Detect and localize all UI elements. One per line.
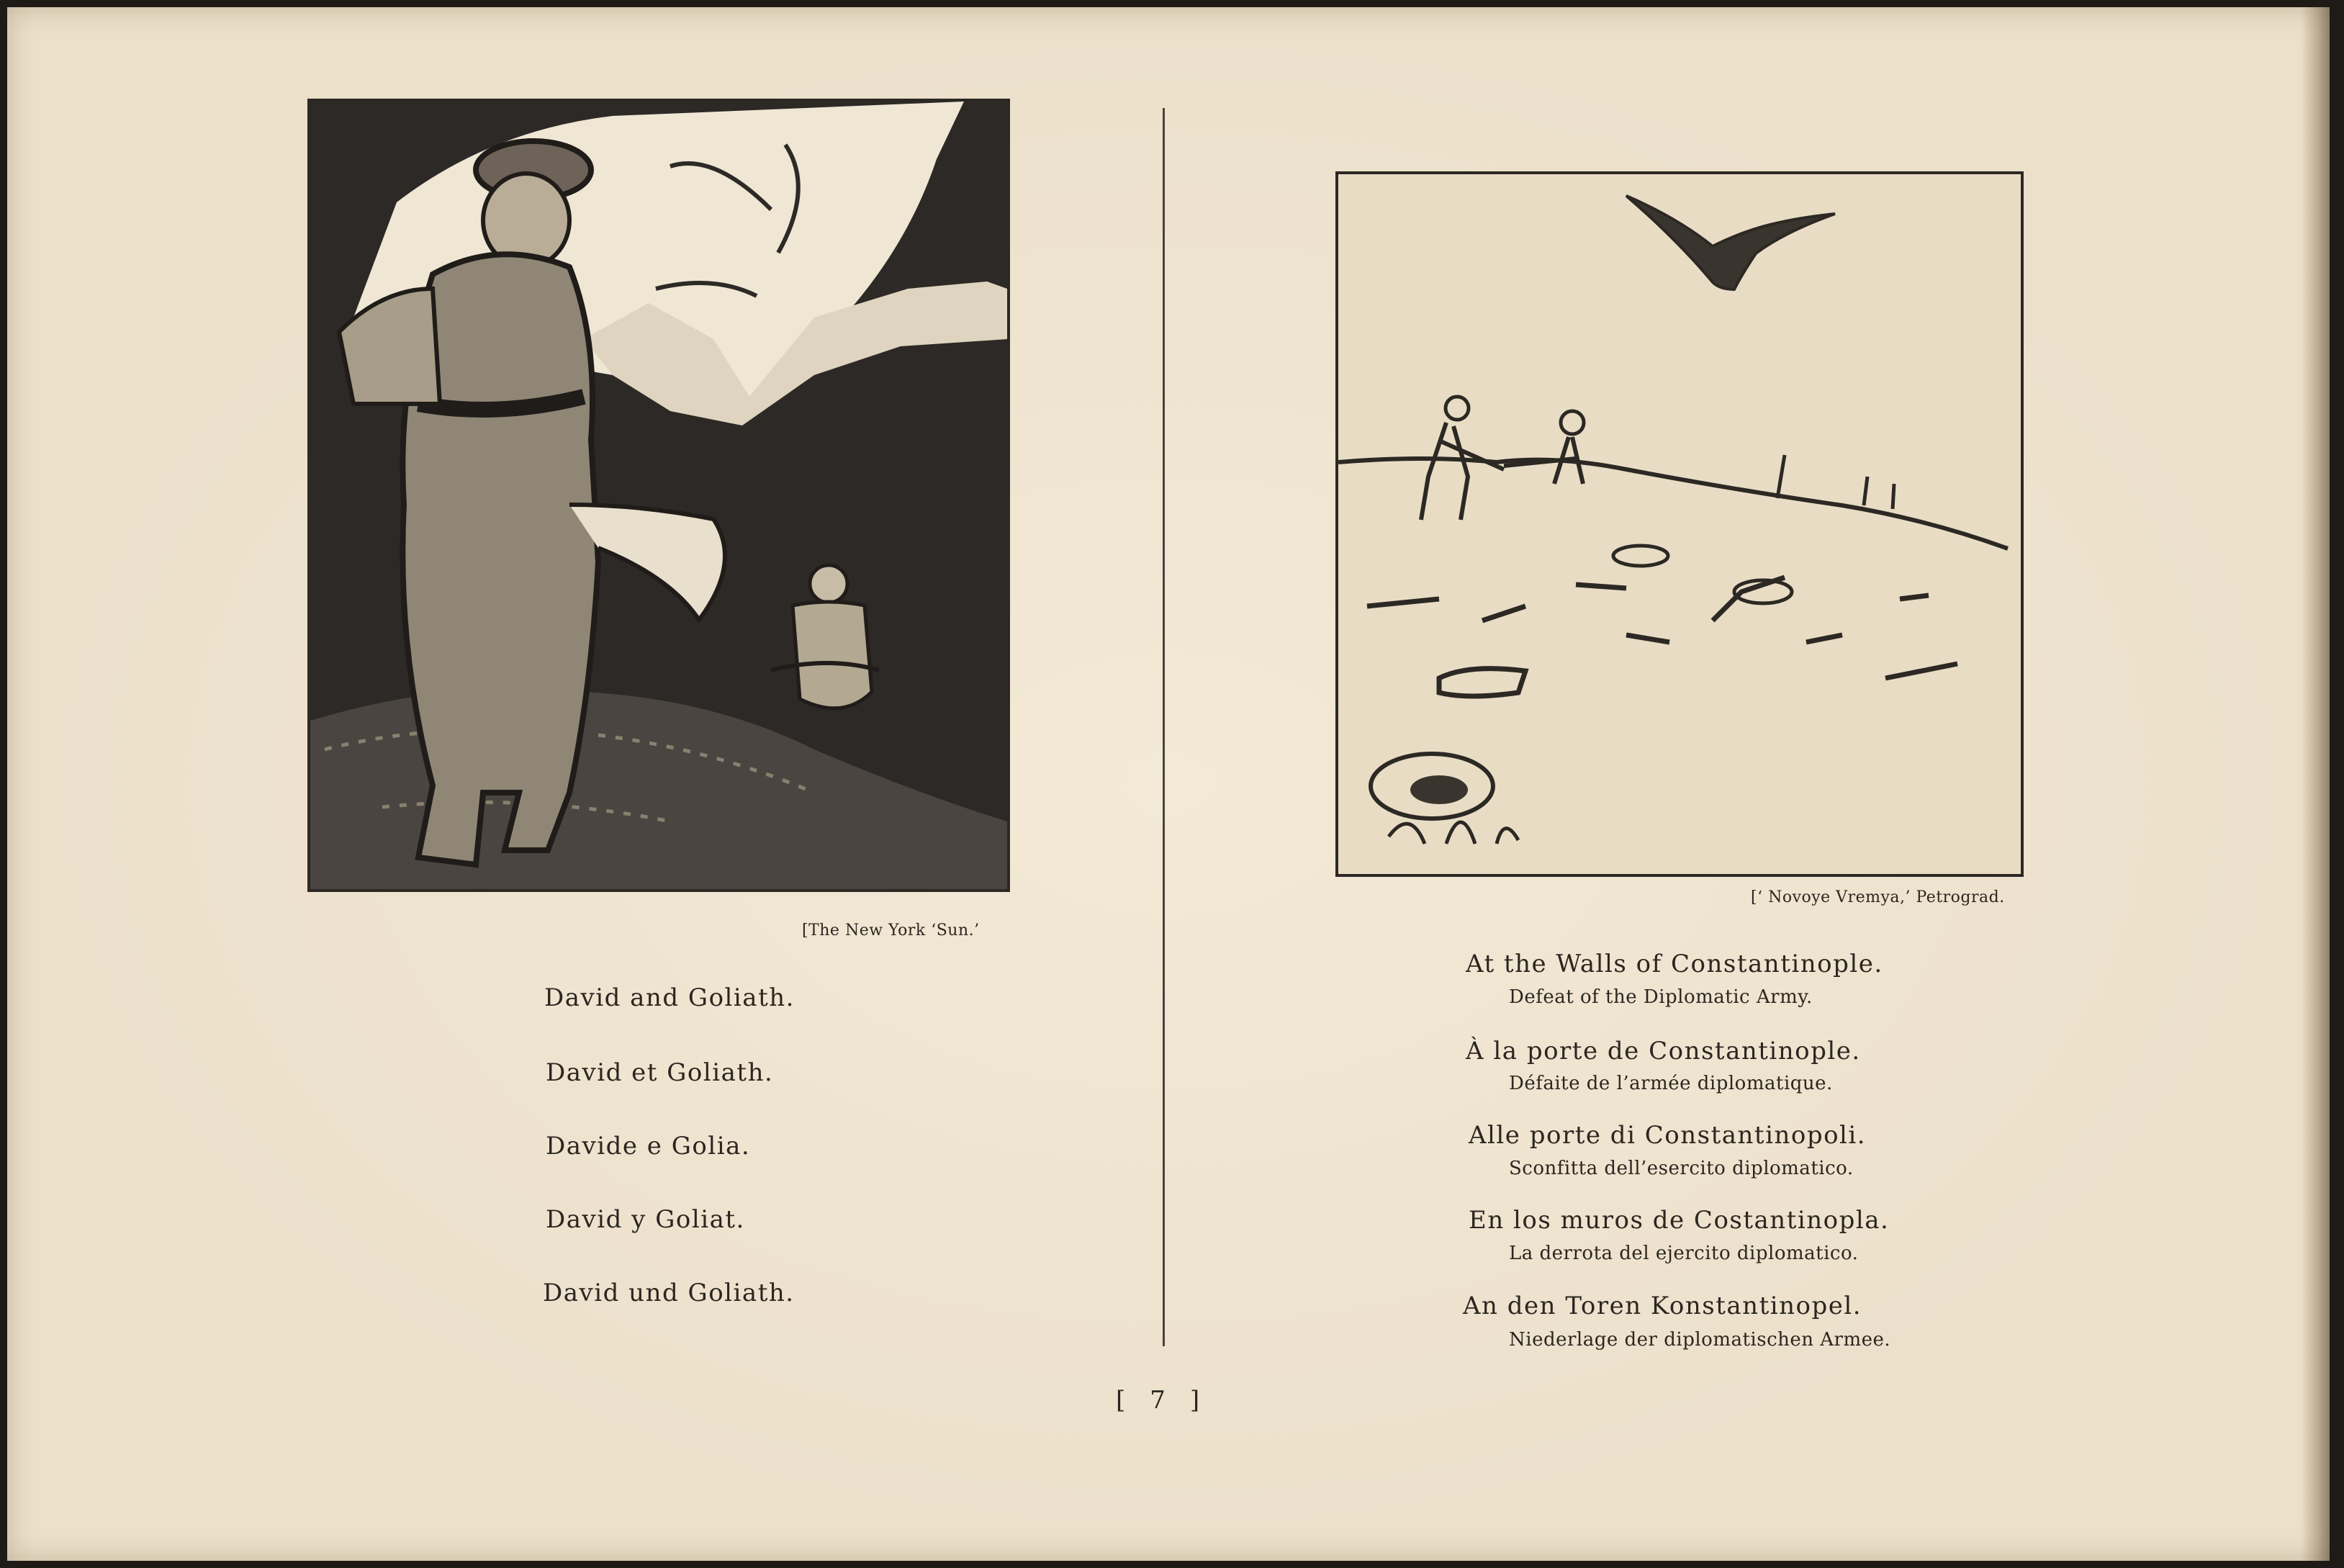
book-spread [7,7,2330,1561]
caption-title-french: À la porte de Constantinople. [1466,1037,1861,1065]
illustration-david-and-goliath [307,99,1010,892]
caption-subtitle-english: Defeat of the Diplomatic Army. [1509,986,1813,1008]
page-edge-shadow [2301,7,2330,1561]
caption-spanish: David y Goliat. [546,1205,745,1234]
page-number [1116,1386,1201,1415]
caption-english: David and Goliath. [544,983,795,1012]
caption-italian: Davide e Golia. [546,1132,751,1161]
caption-subtitle-spanish: La derrota del ejercito diplomatico. [1509,1243,1859,1264]
caption-title-spanish: En los muros de Costantinopla. [1469,1206,1890,1235]
illustration-walls-of-constantinople [1335,171,2024,877]
caption-subtitle-german: Niederlage der diplomatischen Armee. [1509,1329,1891,1351]
folio-close-bracket: ] [1189,1386,1202,1415]
folio-number: 7 [1150,1386,1167,1415]
caption-title-english: At the Walls of Constantinople. [1466,950,1883,978]
caption-title-italian: Alle porte di Constantinopoli. [1469,1121,1867,1150]
illustration-credit-right: [‘ Novoye Vremya,’ Petrograd. [1751,888,2005,906]
caption-subtitle-french: Défaite de l’armée diplomatique. [1509,1073,1833,1094]
caption-german: David und Goliath. [543,1279,795,1307]
page-divider [1163,108,1165,1346]
folio-open-bracket: [ [1116,1386,1127,1415]
caption-title-german: An den Toren Konstantinopel. [1463,1292,1862,1320]
constantinople-artwork [1338,174,2021,874]
david-goliath-artwork [310,102,1007,889]
caption-french: David et Goliath. [546,1058,774,1087]
illustration-credit-left: [The New York ‘Sun.’ [802,922,980,940]
caption-subtitle-italian: Sconfitta dell’esercito diplomatico. [1509,1158,1854,1179]
